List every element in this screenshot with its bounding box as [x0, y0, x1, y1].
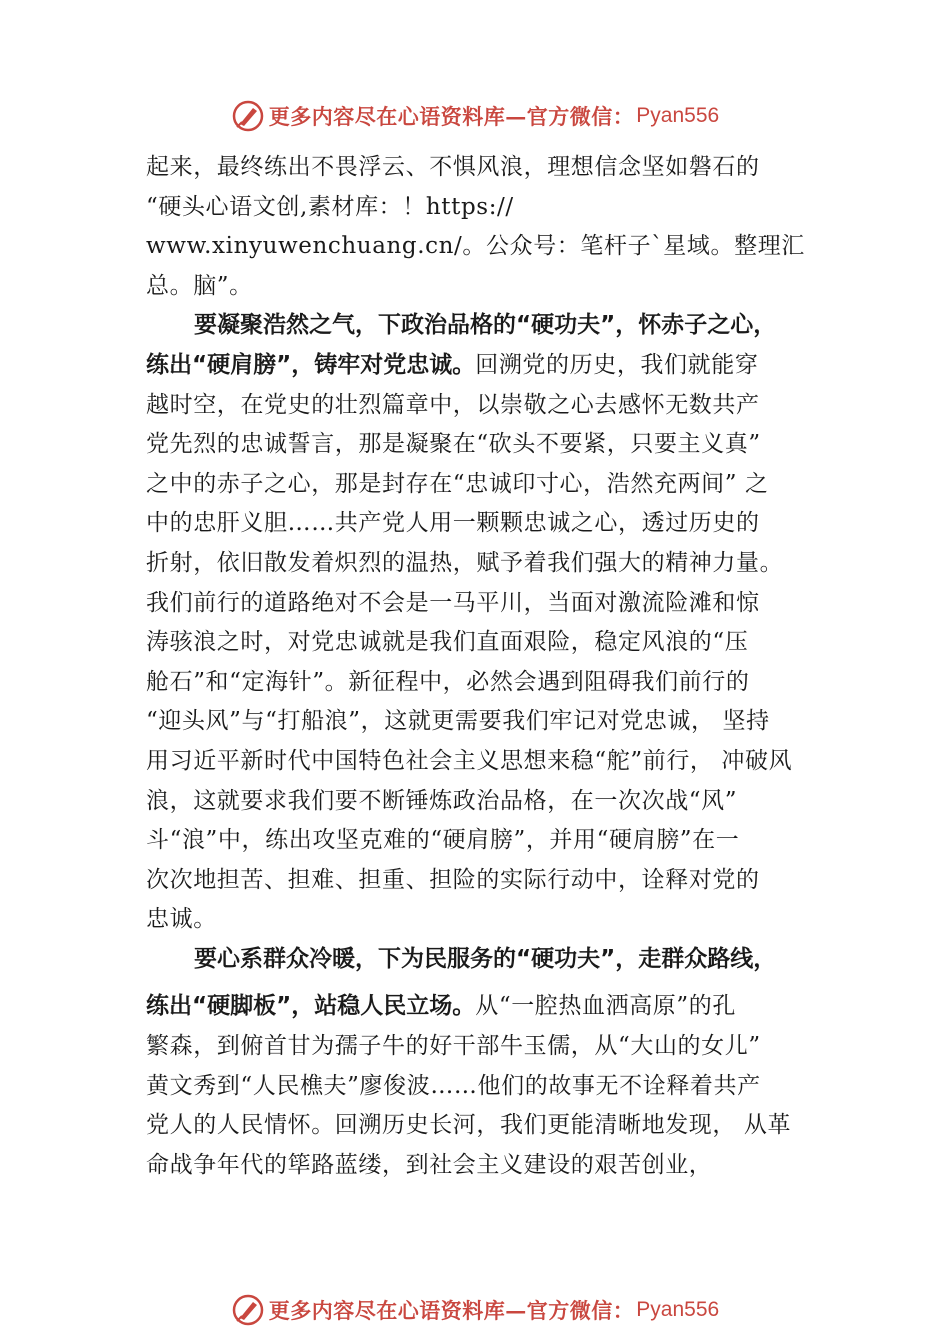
text-line: 舱石”和“定海针”。新征程中，必然会遇到阻碍我们前行的 — [146, 668, 750, 695]
text-line: 次次地担苦、担难、担重、担险的实际行动中，诠释对党的 — [146, 866, 760, 893]
text-line: www.xinyuwenchuang.cn/。公众号：笔杆子`星域。整理汇 — [146, 233, 805, 260]
text-line: 命战争年代的筚路蓝缕，到社会主义建设的艰苦创业， — [146, 1151, 713, 1178]
quill-logo-icon — [231, 99, 265, 133]
banner-text: 更多内容尽在心语资料库—官方微信： — [268, 1298, 635, 1323]
text-line: “硬头心语文创,素材库：！https:// — [146, 193, 514, 220]
banner-wechat-id: Pyan556 — [636, 104, 720, 127]
section-heading: 要凝聚浩然之气，下政治品格的“硬功夫”，怀赤子之心， — [194, 312, 777, 339]
text-line: 涛骇浪之时，对党忠诚就是我们直面艰险，稳定风浪的“压 — [146, 629, 749, 656]
text-line: 党人的人民情怀。回溯历史长河，我们更能清晰地发现， 从革 — [146, 1112, 792, 1139]
section-heading: 要心系群众冷暖，下为民服务的“硬功夫”，走群众路线， — [194, 945, 777, 972]
text-line: 忠诚。 — [146, 906, 217, 933]
document-body — [146, 148, 826, 1185]
footer-banner — [0, 1290, 950, 1330]
text-line: 黄文秀到“人民樵夫”廖俊波……他们的故事无不诠释着共产 — [146, 1072, 761, 1099]
text-line — [146, 987, 826, 1027]
text-line: 起来，最终练出不畏浮云、不惧风浪，理想信念坚如磐石的 — [146, 154, 760, 180]
text-line: 用习近平新时代中国特色社会主义思想来稳“舵”前行， 冲破风 — [146, 747, 793, 774]
text-line: 斗“浪”中，练出攻坚克难的“硬肩膀”，并用“硬肩膀”在一 — [146, 827, 740, 854]
section-heading: 练出“硬肩膀”，铸牢对党忠诚。 — [146, 351, 476, 378]
text-line: 繁森，到俯首甘为孺子牛的好干部牛玉儒，从“大山的女儿” — [146, 1033, 761, 1060]
text-run: 从“一腔热血洒高原”的孔 — [475, 993, 736, 1020]
text-line: 我们前行的道路绝对不会是一马平川，当面对激流险滩和惊 — [146, 589, 760, 616]
header-banner — [0, 96, 950, 136]
text-line: 越时空，在党史的壮烈篇章中，以崇敬之心去感怀无数共产 — [146, 391, 760, 418]
banner-text: 更多内容尽在心语资料库—官方微信： — [268, 104, 635, 129]
text-line: 中的忠肝义胆……共产党人用一颗颗忠诚之心，透过历史的 — [146, 510, 760, 537]
text-line: 之中的赤子之心，那是封存在“忠诚印寸心，浩然充两间” 之 — [146, 470, 769, 497]
banner-wechat-id: Pyan556 — [636, 1298, 720, 1321]
text-line: 总。脑”。 — [146, 272, 253, 299]
text-run: 回溯党的历史，我们就能穿 — [475, 351, 759, 378]
text-line: “迎头风”与“打船浪”，这就更需要我们牢记对党忠诚， 坚持 — [146, 708, 770, 735]
text-line: 浪，这就要求我们要不断锤炼政治品格，在一次次战“风” — [146, 787, 738, 814]
text-line: 党先烈的忠诚誓言，那是凝聚在“砍头不要紧，只要主义真” — [146, 431, 761, 458]
section-heading: 练出“硬脚板”，站稳人民立场。 — [146, 993, 476, 1020]
quill-logo-icon — [231, 1293, 265, 1327]
text-line: 折射，依旧散发着炽烈的温热，赋予着我们强大的精神力量。 — [146, 549, 784, 576]
text-line — [146, 346, 826, 386]
